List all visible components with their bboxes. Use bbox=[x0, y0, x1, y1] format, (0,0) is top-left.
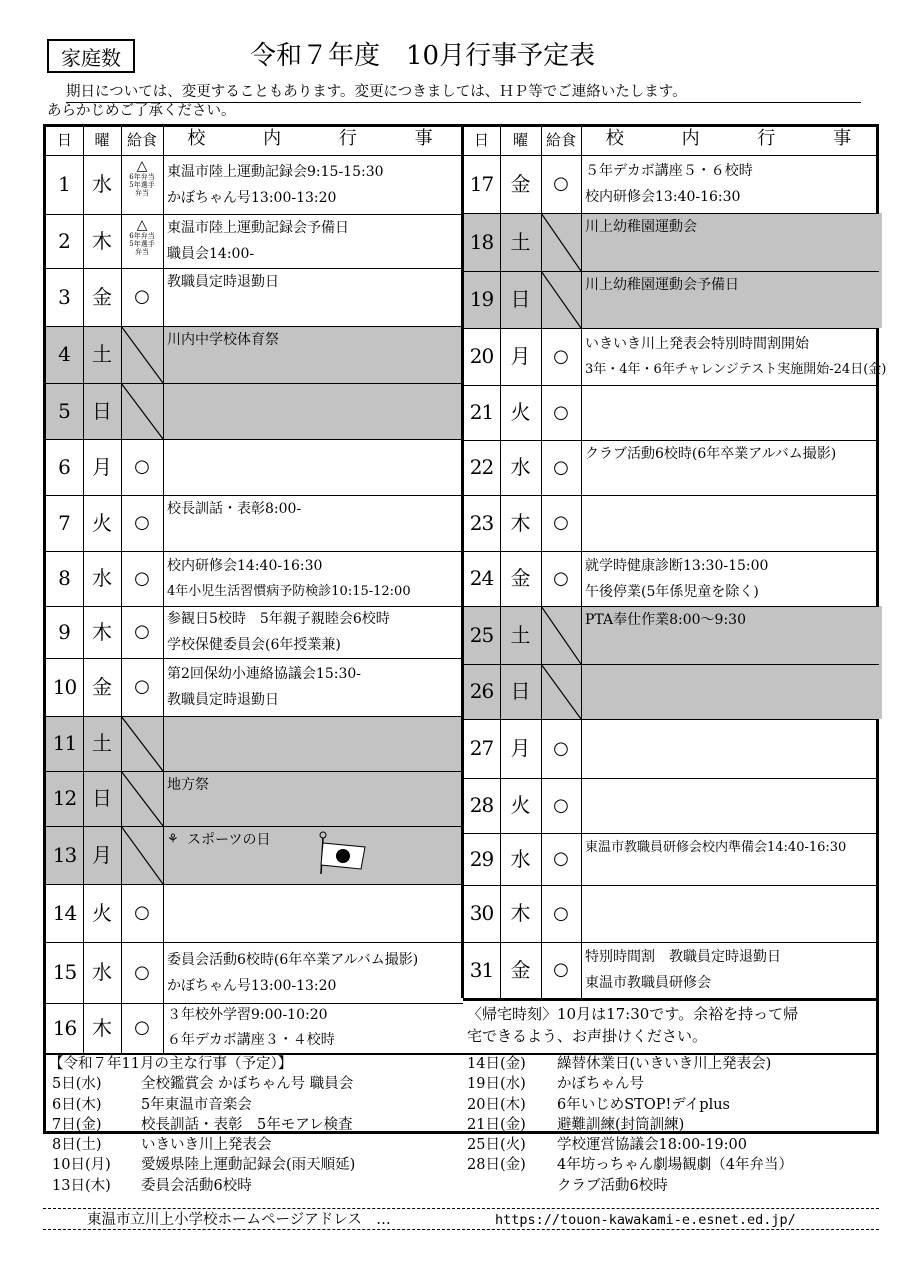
right-header-events: 校 内 行 事 bbox=[605, 128, 878, 149]
right-meal-yes: ○ bbox=[553, 959, 569, 980]
right-day-number: 27 bbox=[469, 736, 494, 760]
november-event-row bbox=[49, 1095, 292, 1115]
left-meal-yes: ○ bbox=[134, 621, 150, 642]
right-event-text: 川上幼稚園運動会予備日 bbox=[585, 277, 739, 293]
november-event-name: かぼちゃん号 bbox=[557, 1076, 644, 1093]
left-weekday: 水 bbox=[92, 566, 112, 590]
left-event-text: 校長訓話・表彰8:00- bbox=[167, 501, 302, 517]
left-day-number: 3 bbox=[58, 285, 71, 309]
november-event-name: 全校鑑賞会 かぼちゃん号 職員会 bbox=[141, 1076, 354, 1093]
left-event-text: 委員会活動6校時(6年卒業アルバム撮影) bbox=[167, 951, 419, 968]
left-day-number: 16 bbox=[52, 1016, 77, 1040]
november-event-name: 愛媛県陸上運動記録会(雨天順延) bbox=[141, 1157, 356, 1174]
left-weekday: 木 bbox=[92, 620, 112, 644]
right-meal-yes: ○ bbox=[553, 848, 569, 869]
left-weekday: 火 bbox=[92, 511, 112, 535]
left-weekday: 水 bbox=[92, 172, 112, 196]
left-event-text: 教職員定時退勤日 bbox=[167, 274, 279, 290]
meal-note: 5年選手 bbox=[129, 240, 155, 248]
left-meal-yes: ○ bbox=[134, 512, 150, 533]
right-day-number: 20 bbox=[469, 344, 494, 368]
right-weekday: 水 bbox=[510, 455, 531, 479]
november-event-name: 5年東温市音楽会 bbox=[141, 1096, 252, 1113]
november-event-date: 8日(土) bbox=[52, 1137, 102, 1154]
footer-url-link[interactable]: https://touon-kawakami-e.esnet.ed.jp/ bbox=[495, 1212, 796, 1228]
left-weekday: 木 bbox=[92, 229, 112, 253]
right-header-meal: 給食 bbox=[545, 131, 576, 149]
right-day-number: 29 bbox=[469, 847, 494, 871]
meal-note: 6年弁当 bbox=[129, 173, 155, 181]
left-day-number: 14 bbox=[52, 901, 77, 925]
november-event-date: 25日(火) bbox=[467, 1137, 526, 1154]
left-day-number: 9 bbox=[58, 620, 71, 644]
right-meal-yes: ○ bbox=[553, 402, 569, 423]
left-day-number: 5 bbox=[58, 399, 71, 423]
left-weekday: 金 bbox=[92, 285, 112, 309]
right-day-number: 17 bbox=[469, 172, 494, 196]
right-header-day: 日 bbox=[473, 131, 489, 149]
right-weekday: 月 bbox=[510, 736, 531, 760]
page-title: 令和７年度 10月行事予定表 bbox=[250, 41, 596, 71]
left-weekday: 火 bbox=[92, 901, 112, 925]
right-event-text: 特別時間割 教職員定時退勤日 bbox=[585, 949, 781, 965]
november-event-date: 7日(金) bbox=[52, 1116, 102, 1133]
right-event-text: いきいき川上発表会特別時間割開始 bbox=[585, 335, 809, 352]
left-event-text: 川内中学校体育祭 bbox=[167, 332, 279, 348]
right-event-text: 午後停業(5年係児童を除く) bbox=[585, 583, 759, 600]
left-weekday: 金 bbox=[92, 675, 112, 699]
left-day-number: 1 bbox=[58, 172, 71, 196]
right-meal-yes: ○ bbox=[553, 457, 569, 478]
left-event-text: 教職員定時退勤日 bbox=[167, 692, 279, 708]
left-event-text: 東温市陸上運動記録会9:15-15:30 bbox=[167, 163, 384, 180]
right-meal-yes: ○ bbox=[553, 346, 569, 367]
meal-note: 5年選手 bbox=[129, 181, 155, 189]
left-meal-partial bbox=[121, 218, 163, 256]
meal-note: 弁当 bbox=[135, 189, 149, 197]
right-day-number: 18 bbox=[469, 230, 494, 254]
right-event-text: 東温市教職員研修会校内準備会14:40-16:30 bbox=[585, 840, 847, 855]
left-event-text: ３年校外学習9:00-10:20 bbox=[167, 1007, 328, 1023]
right-day-number: 28 bbox=[469, 793, 494, 817]
left-event-text: 第2回保幼小連絡協議会15:30- bbox=[167, 666, 361, 682]
right-weekday: 土 bbox=[510, 623, 531, 647]
right-day-number: 30 bbox=[469, 901, 494, 925]
right-meal-yes: ○ bbox=[553, 795, 569, 816]
november-event-row bbox=[49, 1115, 353, 1135]
right-meal-yes: ○ bbox=[553, 512, 569, 533]
return-time-note-line: 〈帰宅時刻〉10月は17:30です。余裕を持って帰 bbox=[467, 1005, 799, 1023]
right-meal-yes: ○ bbox=[553, 903, 569, 924]
right-day-number: 19 bbox=[469, 287, 494, 311]
right-weekday: 金 bbox=[510, 172, 531, 196]
right-event-text: 東温市教職員研修会 bbox=[585, 975, 711, 991]
footer-label: 東温市立川上小学校ホームページアドレス … bbox=[87, 1212, 391, 1228]
left-weekday: 土 bbox=[92, 731, 112, 755]
left-meal-yes: ○ bbox=[134, 456, 150, 477]
right-weekday: 水 bbox=[510, 847, 531, 871]
left-day-number: 15 bbox=[52, 960, 77, 984]
november-event-name: 繰替休業日(いきいき川上発表会) bbox=[557, 1056, 772, 1072]
left-header-weekday: 曜 bbox=[94, 131, 110, 149]
right-weekday: 日 bbox=[510, 679, 531, 703]
left-meal-yes: ○ bbox=[134, 286, 150, 307]
left-day-number: 8 bbox=[58, 566, 71, 590]
right-event-text: PTA奉仕作業8:00～9:30 bbox=[585, 612, 746, 628]
crossed-flags-icon: ⚘ bbox=[167, 832, 179, 847]
left-day-number: 11 bbox=[52, 731, 77, 755]
right-weekday: 木 bbox=[510, 901, 531, 925]
november-event-date: 6日(木) bbox=[52, 1096, 102, 1113]
left-weekday: 月 bbox=[92, 843, 112, 867]
right-day-number: 31 bbox=[469, 958, 494, 982]
left-day-number: 4 bbox=[58, 342, 71, 366]
left-event-text: 東温市陸上運動記録会予備日 bbox=[167, 220, 349, 236]
left-weekday: 月 bbox=[92, 455, 112, 479]
right-column-line bbox=[581, 127, 582, 998]
left-event-text: 学校保健委員会(6年授業兼) bbox=[167, 637, 341, 653]
right-day-number: 26 bbox=[469, 679, 494, 703]
november-event-date: 14日(金) bbox=[467, 1056, 526, 1072]
left-header-day: 日 bbox=[56, 131, 72, 149]
left-weekday: 木 bbox=[92, 1016, 112, 1040]
right-meal-yes: ○ bbox=[553, 173, 569, 194]
left-meal-yes: ○ bbox=[134, 1017, 150, 1038]
meal-note: 弁当 bbox=[135, 248, 149, 256]
november-event-name: 委員会活動6校時 bbox=[141, 1177, 252, 1194]
left-weekday: 日 bbox=[92, 399, 112, 423]
left-event-text: 地方祭 bbox=[167, 777, 209, 793]
right-event-text: クラブ活動6校時(6年卒業アルバム撮影) bbox=[585, 446, 837, 462]
left-event-text: 参観日5校時 5年親子親睦会6校時 bbox=[167, 611, 390, 627]
left-event-text: ６年デカボ講座３・４校時 bbox=[167, 1032, 335, 1048]
november-events-left bbox=[49, 1054, 356, 1196]
right-header-weekday: 曜 bbox=[512, 131, 528, 149]
left-weekday: 土 bbox=[92, 342, 112, 366]
november-event-name: クラブ活動6校時 bbox=[557, 1177, 668, 1194]
november-event-row bbox=[49, 1155, 356, 1175]
right-weekday: 火 bbox=[510, 400, 531, 424]
right-meal-yes: ○ bbox=[553, 738, 569, 759]
november-event-date: 19日(水) bbox=[467, 1076, 526, 1093]
document-stamp: 家庭数 bbox=[47, 39, 135, 73]
november-event-row bbox=[49, 1074, 354, 1094]
november-event-name: 避難訓練(封筒訓練) bbox=[557, 1116, 685, 1133]
meal-partial-mark: △ bbox=[136, 217, 148, 233]
right-weekday: 土 bbox=[510, 230, 531, 254]
left-day-number: 13 bbox=[52, 843, 77, 867]
right-weekday: 金 bbox=[510, 566, 531, 590]
right-event-text: 3年・4年・6年チャレンジテスト実施開始-24日(金) bbox=[585, 361, 887, 377]
november-event-date: 28日(金) bbox=[467, 1157, 526, 1174]
left-event-text: 4年小児生活習慣病予防検診10:15-12:00 bbox=[167, 583, 411, 599]
left-meal-yes: ○ bbox=[134, 962, 150, 983]
right-event-text: 就学時健康診断13:30-15:00 bbox=[585, 557, 769, 574]
right-event-text: 校内研修会13:40-16:30 bbox=[585, 189, 741, 205]
right-day-number: 23 bbox=[469, 511, 494, 535]
right-weekday: 月 bbox=[510, 344, 531, 368]
right-day-number: 22 bbox=[469, 455, 494, 479]
right-meal-yes: ○ bbox=[553, 568, 569, 589]
schedule-table bbox=[43, 124, 887, 1134]
left-meal-yes: ○ bbox=[134, 676, 150, 697]
left-meal-partial bbox=[121, 159, 163, 197]
right-day-number: 25 bbox=[469, 623, 494, 647]
left-event-text: かぼちゃん号13:00-13:20 bbox=[167, 189, 337, 206]
right-weekday: 日 bbox=[510, 287, 531, 311]
right-day-number: 21 bbox=[469, 400, 494, 424]
november-event-name: 6年いじめSTOP!デイplus bbox=[557, 1096, 730, 1113]
november-event-name: 校長訓話・表彰 5年モアレ検査 bbox=[141, 1116, 353, 1133]
left-column-line bbox=[163, 127, 164, 1053]
left-day-number: 12 bbox=[52, 786, 77, 810]
right-weekday: 木 bbox=[510, 511, 531, 535]
left-weekday: 日 bbox=[92, 786, 112, 810]
return-time-note-line: 宅できるよう、お声掛けください。 bbox=[467, 1027, 708, 1045]
left-event-text: 校内研修会14:40-16:30 bbox=[167, 557, 323, 574]
left-event-text: かぼちゃん号13:00-13:20 bbox=[167, 977, 337, 994]
left-meal-yes: ○ bbox=[134, 568, 150, 589]
notice-line-2: あらかじめご了承ください。 bbox=[47, 103, 236, 119]
notice-line-1: 期日については、変更することもあります。変更につきましては、ＨＰ等でご連絡いたします。 bbox=[66, 82, 861, 103]
november-event-date: 21日(金) bbox=[467, 1116, 526, 1133]
meal-partial-mark: △ bbox=[136, 158, 148, 174]
left-header-meal: 給食 bbox=[126, 131, 157, 149]
left-day-number: 2 bbox=[58, 229, 71, 253]
november-event-name: いきいき川上発表会 bbox=[141, 1137, 272, 1154]
left-header-events: 校 内 行 事 bbox=[187, 128, 459, 149]
right-end-rule bbox=[463, 998, 879, 1001]
footer-url-bar bbox=[43, 1208, 879, 1230]
november-event-date: 5日(水) bbox=[52, 1076, 102, 1093]
meal-note: 6年弁当 bbox=[129, 232, 155, 240]
left-weekday: 水 bbox=[92, 960, 112, 984]
november-event-date: 10日(月) bbox=[52, 1157, 111, 1174]
left-day-number: 6 bbox=[58, 455, 71, 479]
november-heading: 【令和７年11月の主な行事（予定）】 bbox=[49, 1056, 293, 1072]
november-event-date: 20日(木) bbox=[467, 1096, 526, 1113]
november-event-row bbox=[49, 1176, 292, 1196]
header-rule bbox=[46, 155, 876, 156]
right-weekday: 火 bbox=[510, 793, 531, 817]
november-event-row bbox=[49, 1135, 292, 1155]
right-day-number: 24 bbox=[469, 566, 494, 590]
november-event-name: 4年坊っちゃん劇場観劇（4年弁当） bbox=[557, 1157, 793, 1174]
left-event-text: スポーツの日 bbox=[187, 832, 271, 848]
left-day-number: 10 bbox=[52, 675, 77, 699]
right-weekday: 金 bbox=[510, 958, 531, 982]
left-event-text: 職員会14:00- bbox=[167, 246, 255, 262]
right-event-text: ５年デカボ講座５・６校時 bbox=[585, 163, 753, 179]
november-event-date: 13日(木) bbox=[52, 1177, 111, 1194]
left-day-number: 7 bbox=[58, 511, 71, 535]
left-meal-yes: ○ bbox=[134, 902, 150, 923]
right-event-text: 川上幼稚園運動会 bbox=[585, 219, 697, 235]
japan-flag-icon bbox=[315, 831, 367, 875]
november-event-name: 学校運営協議会18:00-19:00 bbox=[557, 1137, 747, 1154]
